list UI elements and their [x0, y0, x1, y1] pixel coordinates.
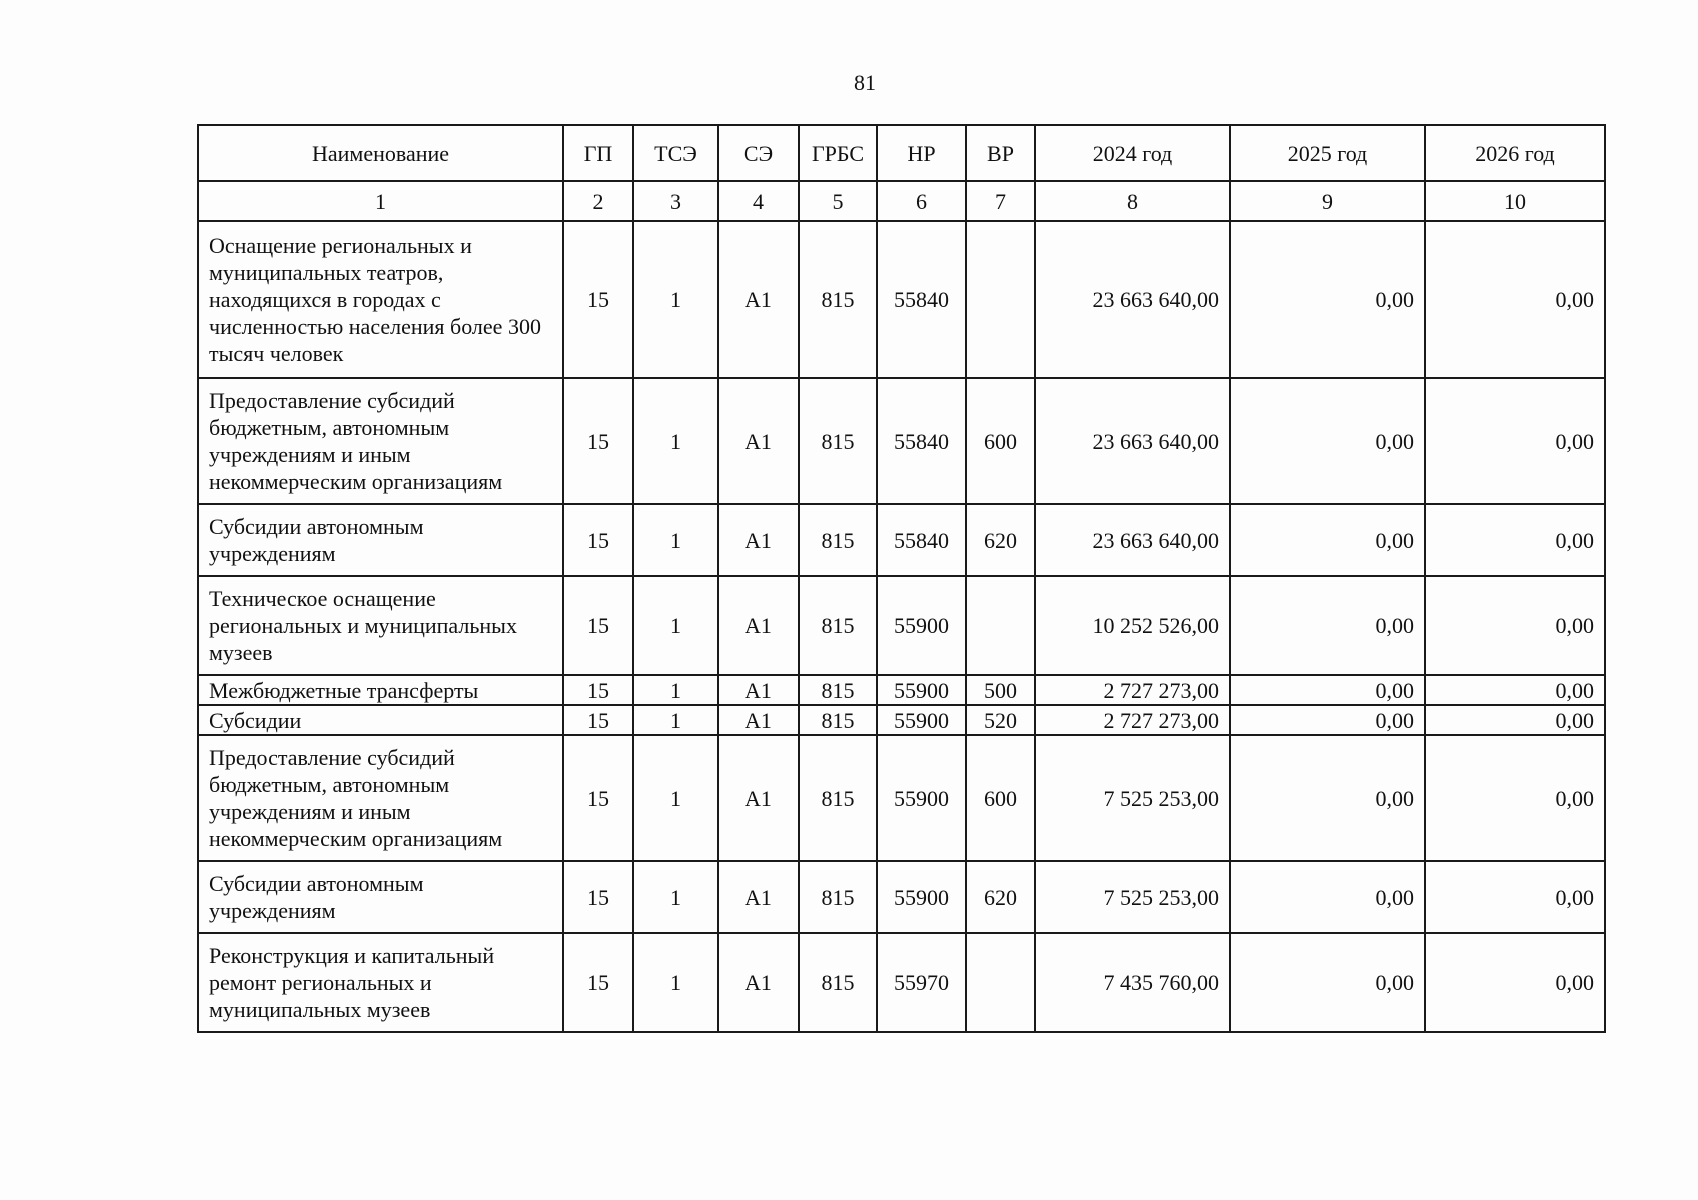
row-gp: 15	[563, 504, 633, 576]
row-2026: 0,00	[1425, 504, 1605, 576]
row-2025: 0,00	[1230, 221, 1425, 378]
header-grbs: ГРБС	[799, 125, 877, 181]
column-number: 6	[877, 181, 966, 221]
row-grbs: 815	[799, 221, 877, 378]
header-tse: ТСЭ	[633, 125, 718, 181]
column-number: 4	[718, 181, 799, 221]
row-grbs: 815	[799, 705, 877, 735]
row-grbs: 815	[799, 675, 877, 705]
row-2026: 0,00	[1425, 705, 1605, 735]
row-vr	[966, 221, 1035, 378]
header-gp: ГП	[563, 125, 633, 181]
row-grbs: 815	[799, 933, 877, 1032]
row-se: А1	[718, 675, 799, 705]
row-2024: 23 663 640,00	[1035, 378, 1230, 504]
table-row	[198, 705, 1605, 735]
row-gp: 15	[563, 378, 633, 504]
row-2024: 2 727 273,00	[1035, 705, 1230, 735]
row-name: Оснащение региональных и муниципальных театров, находящихся в городах с численностью населения более 300 тысяч человек	[198, 221, 563, 378]
row-grbs: 815	[799, 504, 877, 576]
header-2026: 2026 год	[1425, 125, 1605, 181]
row-vr: 620	[966, 504, 1035, 576]
row-se: А1	[718, 933, 799, 1032]
row-nr: 55900	[877, 861, 966, 933]
column-number: 9	[1230, 181, 1425, 221]
column-number: 8	[1035, 181, 1230, 221]
row-nr: 55840	[877, 504, 966, 576]
row-se: А1	[718, 378, 799, 504]
row-gp: 15	[563, 221, 633, 378]
row-grbs: 815	[799, 861, 877, 933]
row-name: Субсидии автономным учреждениям	[198, 504, 563, 576]
table-row	[198, 735, 1605, 861]
row-nr: 55900	[877, 705, 966, 735]
row-2025: 0,00	[1230, 675, 1425, 705]
row-gp: 15	[563, 675, 633, 705]
table-row	[198, 378, 1605, 504]
column-number: 7	[966, 181, 1035, 221]
row-2026: 0,00	[1425, 861, 1605, 933]
row-gp: 15	[563, 705, 633, 735]
header-name: Наименование	[198, 125, 563, 181]
row-vr: 500	[966, 675, 1035, 705]
row-nr: 55840	[877, 378, 966, 504]
row-2025: 0,00	[1230, 576, 1425, 675]
row-2026: 0,00	[1425, 933, 1605, 1032]
row-tse: 1	[633, 504, 718, 576]
row-name: Предоставление субсидий бюджетным, автономным учреждениям и иным некоммерческим организациям	[198, 378, 563, 504]
column-number: 10	[1425, 181, 1605, 221]
row-se: А1	[718, 735, 799, 861]
row-2025: 0,00	[1230, 933, 1425, 1032]
row-2024: 7 435 760,00	[1035, 933, 1230, 1032]
header-2024: 2024 год	[1035, 125, 1230, 181]
row-vr	[966, 576, 1035, 675]
header-vr: ВР	[966, 125, 1035, 181]
row-2025: 0,00	[1230, 861, 1425, 933]
header-se: СЭ	[718, 125, 799, 181]
row-tse: 1	[633, 576, 718, 675]
budget-table	[197, 124, 1606, 1033]
row-name: Субсидии	[198, 705, 563, 735]
header-row	[198, 125, 1605, 181]
table-row	[198, 861, 1605, 933]
row-name: Межбюджетные трансферты	[198, 675, 563, 705]
row-vr: 600	[966, 735, 1035, 861]
row-grbs: 815	[799, 735, 877, 861]
row-2024: 10 252 526,00	[1035, 576, 1230, 675]
row-se: А1	[718, 221, 799, 378]
row-2026: 0,00	[1425, 735, 1605, 861]
row-name: Реконструкция и капитальный ремонт региональных и муниципальных музеев	[198, 933, 563, 1032]
row-gp: 15	[563, 933, 633, 1032]
row-2024: 23 663 640,00	[1035, 221, 1230, 378]
row-nr: 55900	[877, 576, 966, 675]
row-tse: 1	[633, 675, 718, 705]
table-row	[198, 221, 1605, 378]
row-vr	[966, 933, 1035, 1032]
row-tse: 1	[633, 735, 718, 861]
row-grbs: 815	[799, 576, 877, 675]
row-name: Предоставление субсидий бюджетным, автономным учреждениям и иным некоммерческим организациям	[198, 735, 563, 861]
table-row	[198, 576, 1605, 675]
row-2026: 0,00	[1425, 576, 1605, 675]
row-2024: 23 663 640,00	[1035, 504, 1230, 576]
row-gp: 15	[563, 576, 633, 675]
table-row	[198, 675, 1605, 705]
row-2024: 7 525 253,00	[1035, 861, 1230, 933]
row-vr: 620	[966, 861, 1035, 933]
row-name: Техническое оснащение региональных и муниципальных музеев	[198, 576, 563, 675]
row-2025: 0,00	[1230, 705, 1425, 735]
row-tse: 1	[633, 933, 718, 1032]
row-2025: 0,00	[1230, 504, 1425, 576]
column-number: 2	[563, 181, 633, 221]
row-2026: 0,00	[1425, 675, 1605, 705]
row-2024: 2 727 273,00	[1035, 675, 1230, 705]
row-tse: 1	[633, 861, 718, 933]
column-number: 1	[198, 181, 563, 221]
row-2024: 7 525 253,00	[1035, 735, 1230, 861]
column-number: 5	[799, 181, 877, 221]
column-number-row	[198, 181, 1605, 221]
row-nr: 55900	[877, 735, 966, 861]
page-number: 81	[854, 70, 876, 95]
column-number: 3	[633, 181, 718, 221]
row-2025: 0,00	[1230, 378, 1425, 504]
row-nr: 55900	[877, 675, 966, 705]
row-2026: 0,00	[1425, 378, 1605, 504]
row-vr: 520	[966, 705, 1035, 735]
row-2025: 0,00	[1230, 735, 1425, 861]
row-name: Субсидии автономным учреждениям	[198, 861, 563, 933]
row-se: А1	[718, 861, 799, 933]
row-se: А1	[718, 504, 799, 576]
header-nr: НР	[877, 125, 966, 181]
row-nr: 55970	[877, 933, 966, 1032]
row-2026: 0,00	[1425, 221, 1605, 378]
row-se: А1	[718, 576, 799, 675]
row-gp: 15	[563, 735, 633, 861]
row-nr: 55840	[877, 221, 966, 378]
row-gp: 15	[563, 861, 633, 933]
row-tse: 1	[633, 378, 718, 504]
table-row	[198, 933, 1605, 1032]
header-2025: 2025 год	[1230, 125, 1425, 181]
row-tse: 1	[633, 221, 718, 378]
row-se: А1	[718, 705, 799, 735]
row-tse: 1	[633, 705, 718, 735]
row-vr: 600	[966, 378, 1035, 504]
row-grbs: 815	[799, 378, 877, 504]
table-row	[198, 504, 1605, 576]
